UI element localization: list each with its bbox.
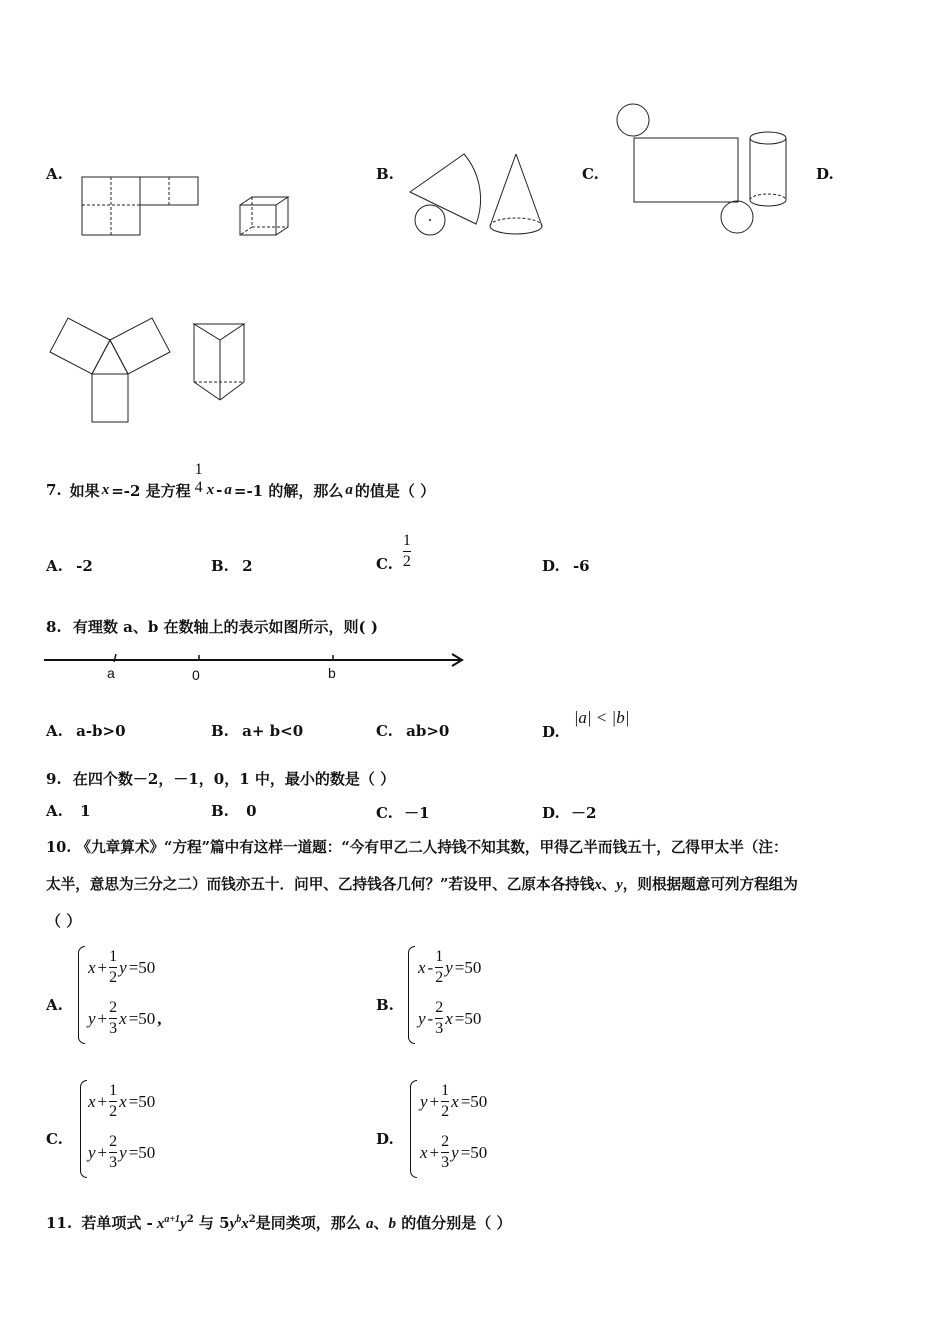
q6-figure-a-net [80,175,200,237]
q10-d-eq1-op: + [429,1091,440,1111]
q10-b-eq2-num: 2 [435,999,444,1016]
q10-b-eq1-rhs: =50 [454,957,482,977]
q8-option-d-value: |a| < |b| [573,708,630,727]
q10-c-eq2-den: 3 [109,1154,118,1171]
q10-a-eq2-num: 2 [109,999,118,1016]
q8-option-b-label: B. [211,722,229,740]
q11-text-d: 的值分别是（ ） [401,1214,512,1232]
q10-d-eq1-v1: y [420,1091,428,1111]
q7-text-b: =-2 是方程 [111,481,191,500]
q9-option-c-label: C. [376,804,393,822]
q10-a-eq1-rhs: =50 [128,957,156,977]
q6-figure-b-sector-circle [408,150,488,240]
q7-expr-x: x [206,481,215,498]
q10-line1-text: 《九章算术》“方程”篇中有这样一道题：“今有甲乙二人持钱不知其数，甲得乙半而钱五十，乙得甲太半（注： [76,839,788,856]
q10-number: 10. [46,839,72,856]
q10-c-eq1-v1: x [88,1091,96,1111]
q8-option-a [46,722,126,740]
q10-a-comma: , [157,1008,162,1028]
q11-mono2-yexp: b [236,1214,242,1225]
q7-option-d [542,557,590,575]
q10-a-eq2-den: 3 [109,1020,118,1037]
q7-number: 7. [46,481,62,499]
q11-mono1-x: x [156,1216,165,1232]
q7-stem [46,461,436,508]
q10-option-d-label: D. [376,1130,394,1148]
q8-option-d-label: D. [542,723,560,741]
q10-option-a-eq2 [88,999,162,1038]
q9-stem [46,768,395,789]
q11-mono2-coef: 5 [219,1214,230,1232]
q10-line-1 [46,836,788,857]
q7-option-a [46,557,93,575]
q9-option-a [46,802,91,820]
q7-option-d-value: -6 [572,557,590,575]
q7-option-d-label: D. [542,557,560,575]
q8-option-b [211,722,303,740]
q10-b-eq1-bar [435,967,443,968]
q8-number: 8. [46,618,62,636]
q11-mono1-sign: - [146,1214,153,1232]
q7-fraction [195,461,203,497]
q8-option-b-value: a+ b<0 [242,722,304,740]
q9-option-a-label: A. [46,802,63,820]
q10-b-eq2-den: 3 [435,1020,444,1037]
q10-option-c-system [80,1080,220,1178]
q10-c-eq2-v2: y [119,1142,127,1162]
q9-option-b-value: 0 [246,802,257,820]
q10-a-eq2-v1: y [88,1008,96,1028]
q11-mono1-yexp: 2 [186,1214,194,1225]
q9-option-b [211,802,257,820]
q10-option-d-eq1 [420,1082,487,1121]
q10-option-b-label: B. [376,996,394,1014]
q6-figure-c-net [614,102,794,237]
q8-stem [46,616,378,637]
q11-mono2-xexp: 2 [248,1214,256,1225]
q11-text-a: 若单项式 [81,1214,142,1232]
q10-option-b-eq1 [418,948,481,987]
q11-mono2-x: x [241,1216,249,1232]
q7-option-b-label: B. [211,557,229,575]
q9-option-c [376,802,430,823]
q10-d-eq1-rhs: =50 [460,1091,488,1111]
q10-option-d-brace [410,1080,417,1178]
q11-mono1-xexp: a+1 [164,1214,181,1225]
q6-option-a-label: A. [46,165,63,183]
q8-option-c-value: ab>0 [406,722,450,740]
q10-c-eq1-num: 1 [109,1082,118,1099]
q10-var-x: x [594,877,602,893]
q10-a-eq1-num: 1 [109,948,118,965]
q6-figure-d-prism [190,322,250,404]
q10-d-eq2-v2: y [451,1142,459,1162]
q10-d-eq1-den: 2 [441,1103,450,1120]
q6-figure-b-cone [488,152,546,238]
q10-c-eq2-rhs: =50 [128,1142,156,1162]
q10-option-c-label: C. [46,1130,63,1148]
q10-c-eq1-v2: x [119,1091,127,1111]
q7-option-c [376,532,411,571]
q10-b-eq2-op: - [427,1008,434,1028]
q10-d-eq2-num: 2 [441,1133,450,1150]
q7-option-c-num: 1 [402,532,411,549]
q7-text-d: 的值是（ ） [354,481,436,500]
q10-option-d-eq2 [420,1133,487,1172]
q6-option-b-label: B. [376,165,394,183]
q10-option-d-system [410,1080,550,1178]
q9-option-d [542,802,596,823]
q10-c-eq2-bar [109,1152,117,1153]
q10-a-eq1-v2: y [119,957,127,977]
q6-option-d-label: D. [816,165,834,183]
q10-option-c-eq1 [88,1082,155,1121]
q10-c-eq1-rhs: =50 [128,1091,156,1111]
q10-d-eq1-v2: x [451,1091,459,1111]
q11-stem [46,1212,511,1233]
q8-option-a-value: a-b>0 [76,722,126,740]
q7-var-x: x [101,481,110,498]
q9-option-d-label: D. [542,804,560,822]
q10-a-eq2-op: + [97,1008,108,1028]
q10-option-a-eq1 [88,948,155,987]
q10-a-eq2-rhs: =50 [128,1008,156,1028]
q10-b-eq1-v1: x [418,957,426,977]
q7-expr-a: a [224,481,232,498]
q10-option-a-brace [78,946,85,1044]
q9-option-b-label: B. [211,802,229,820]
q7-option-c-fraction [403,532,411,571]
q10-a-eq1-v1: x [88,957,96,977]
q10-b-eq2-bar [435,1018,443,1019]
q6-figure-a-cube [238,195,292,237]
q7-frac-num: 1 [194,461,203,478]
q8-option-d [542,708,630,741]
q11-mono2-y: y [229,1216,237,1232]
q11-mono1-y: y [180,1216,187,1232]
q10-a-eq2-bar [109,1018,117,1019]
q10-d-eq1-bar [441,1101,449,1102]
q10-b-eq1-den: 2 [435,969,444,986]
q10-c-eq2-v1: y [88,1142,96,1162]
q10-b-eq2-v2: x [445,1008,453,1028]
q10-d-eq2-den: 3 [441,1154,450,1171]
q8-option-c-label: C. [376,722,393,740]
q11-var-b: b [388,1216,396,1232]
q10-line-2 [46,873,798,894]
q8-option-a-label: A. [46,722,63,740]
q9-option-d-value: －2 [570,804,597,822]
q10-c-eq1-op: + [97,1091,108,1111]
q7-option-c-den: 2 [402,553,411,570]
q7-text-c: =-1 的解，那么 [233,481,344,500]
q7-option-b-value: 2 [242,557,253,575]
q11-sep: 、 [373,1214,389,1232]
q10-d-eq2-bar [441,1152,449,1153]
q10-b-eq1-num: 1 [435,948,444,965]
q10-c-eq2-num: 2 [109,1133,118,1150]
q7-option-c-bar [403,551,411,552]
q8-axis-label-a: a [107,665,115,681]
q10-d-eq1-num: 1 [441,1082,450,1099]
q11-text-c: 是同类项，那么 [255,1214,361,1232]
q10-c-eq2-op: + [97,1142,108,1162]
q10-b-eq1-v2: y [445,957,453,977]
q9-option-a-value: 1 [80,802,91,820]
q10-line-3: （ ） [46,912,82,930]
q9-text: 在四个数－2，－1，0，1 中，最小的数是（ ） [72,770,396,788]
q8-axis-label-b: b [328,665,336,681]
q7-expr-minus: - [216,481,223,499]
q10-a-eq1-op: + [97,957,108,977]
q10-sep: 、 [601,876,617,893]
q7-option-b [211,557,253,575]
q9-number: 9. [46,770,62,788]
q7-option-c-label: C. [376,554,393,573]
q10-option-a-label: A. [46,996,63,1014]
q10-d-eq2-op: + [429,1142,440,1162]
q7-text-a: 如果 [69,481,100,500]
q10-c-eq1-bar [109,1101,117,1102]
q10-b-eq2-rhs: =50 [454,1008,482,1028]
q11-number: 11. [46,1214,73,1232]
q10-a-eq2-v2: x [119,1008,127,1028]
q6-figure-d-net [46,312,176,424]
q10-b-eq1-op: - [427,957,434,977]
q10-option-c-eq2 [88,1133,155,1172]
q10-d-eq2-rhs: =50 [460,1142,488,1162]
q9-option-c-value: －1 [404,804,430,822]
q10-option-b-brace [408,946,415,1044]
q11-var-a: a [365,1216,374,1232]
q10-option-b-system [408,946,548,1044]
q10-option-c-brace [80,1080,87,1178]
q7-var-a: a [345,481,353,498]
q7-frac-den: 4 [194,479,203,496]
q10-option-a-system [78,946,218,1044]
q10-d-eq2-v1: x [420,1142,428,1162]
q8-option-c [376,722,449,740]
q10-c-eq1-den: 2 [109,1103,118,1120]
q8-text: 有理数 a、b 在数轴上的表示如图所示，则( ) [72,618,378,636]
q10-option-b-eq2 [418,999,481,1038]
q10-a-eq1-bar [109,967,117,968]
q10-b-eq2-v1: y [418,1008,426,1028]
q7-option-a-label: A. [46,557,63,575]
q8-axis-label-0: 0 [192,667,200,683]
q7-option-a-value: -2 [76,557,93,575]
q10-line2-text: 太半，意思为三分之二）而钱亦五十．问甲、乙持钱各几何？”若设甲、乙原本各持钱 [46,876,595,893]
q10-a-eq1-den: 2 [109,969,118,986]
q10-var-y: y [616,877,623,893]
q11-text-b: 与 [198,1214,214,1232]
q6-option-c-label: C. [582,165,599,183]
q10-line2-tail: ，则根据题意可列方程组为 [622,876,798,893]
